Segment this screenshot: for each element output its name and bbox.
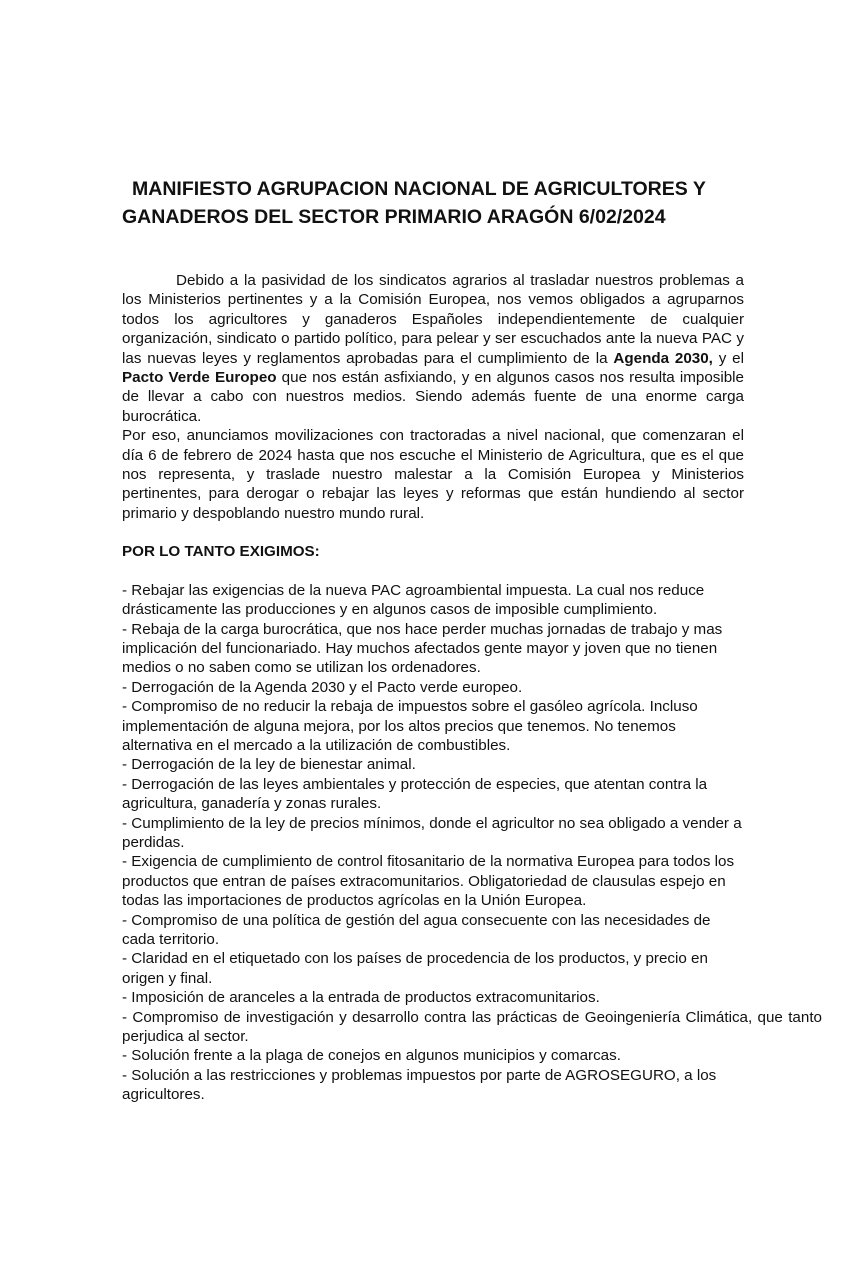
demand-item: - Compromiso de investigación y desarrollo contra las prácticas de Geoingeniería Climática, que tanto perjudica al sector. [122,1008,822,1046]
intro-text: y el [712,349,745,367]
demand-item: - Imposición de aranceles a la entrada de productos extracomunitarios. [122,989,600,1007]
document-title [122,175,842,231]
demands-heading: POR LO TANTO EXIGIMOS: [122,543,320,561]
intro-section [122,271,744,523]
intro-paragraph-1 [122,271,744,426]
bold-pacto-verde: Pacto Verde Europeo [122,369,277,387]
intro-paragraph-2: Por eso, anunciamos movilizaciones con tractoradas a nivel nacional, que comenzaran el día 6 de febrero de 2024 hasta que nos escuche el Ministerio de Agricultura, que es el que nos representa, y traslade nuestro malestar a la Comisión Europea y Ministerios pertinentes, para derogar o rebajar las leyes y reformas que están hundiendo al sector primario y despoblando nuestro mundo rural. [122,427,744,522]
title-line-1: MANIFIESTO AGRUPACION NACIONAL DE AGRICULTORES Y [132,178,706,200]
demand-item: - Solución frente a la plaga de conejos en algunos municipios y comarcas. [122,1047,621,1065]
demand-item: - Cumplimiento de la ley de precios mínimos, donde el agricultor no sea obligado a vender a perdidas. [122,814,742,851]
demand-item: - Rebaja de la carga burocrática, que nos hace perder muchas jornadas de trabajo y mas implicación del funcionariado. Hay muchos afectados gente mayor y joven que no tienen medios o no saben como se utilizan los ordenadores. [122,620,723,677]
intro-text: que nos están asfixiando, y en algunos casos nos resulta imposible de llevar a cabo con nuestros medios. Siendo además fuente de una enorme carga burocrática. [122,369,745,425]
demand-item: - Derrogación de la Agenda 2030 y el Pacto verde europeo. [122,678,523,696]
demand-item: - Rebajar las exigencias de la nueva PAC agroambiental impuesta. La cual nos reduce drásticamente las producciones y en algunos casos de imposible cumplimiento. [122,581,705,619]
demand-item: - Compromiso de una política de gestión del agua consecuente con las necesidades de cada territorio. [122,911,711,948]
demands-list [122,581,822,1105]
bold-agenda-2030: Agenda 2030, [613,349,713,367]
demand-item: - Derrogación de la ley de bienestar animal. [122,756,416,774]
demand-item: - Compromiso de no reducir la rebaja de impuestos sobre el gasóleo agrícola. Incluso implementación de alguna mejora, por los altos precios que tenemos. No tenemos alternativa en el mercado a la utilización de combustibles. [122,698,698,754]
intro-text: Debido a la pasividad de los sindicatos agrarios al trasladar nuestros problemas a los Ministerios pertinentes y a la Comisión Europea, nos vemos obligados a agruparnos todos los agricultores y ganaderos Españoles independientemente de cualquier organización, sindicato o partido político, para pelear y ser escuchados ante la nueva PAC y las nuevas leyes y reglamentos aprobadas para el cumplimiento de la [122,272,744,367]
demand-item: - Derrogación de las leyes ambientales y protección de especies, que atentan contra la agricultura, ganadería y zonas rurales. [122,775,708,813]
demand-item: - Claridad en el etiquetado con los países de procedencia de los productos, y precio en origen y final. [122,950,708,987]
title-line-2: GANADEROS DEL SECTOR PRIMARIO ARAGÓN 6/02/2024 [122,206,666,228]
document-body [122,271,822,1105]
demand-item: - Exigencia de cumplimiento de control fitosanitario de la normativa Europea para todos los productos que entran de países extracomunitarios. Obligatoriedad de clausulas espejo en todas las importaciones de productos agrícolas en la Unión Europea. [122,853,735,910]
demand-item: - Solución a las restricciones y problemas impuestos por parte de AGROSEGURO, a los agricultores. [122,1066,717,1104]
